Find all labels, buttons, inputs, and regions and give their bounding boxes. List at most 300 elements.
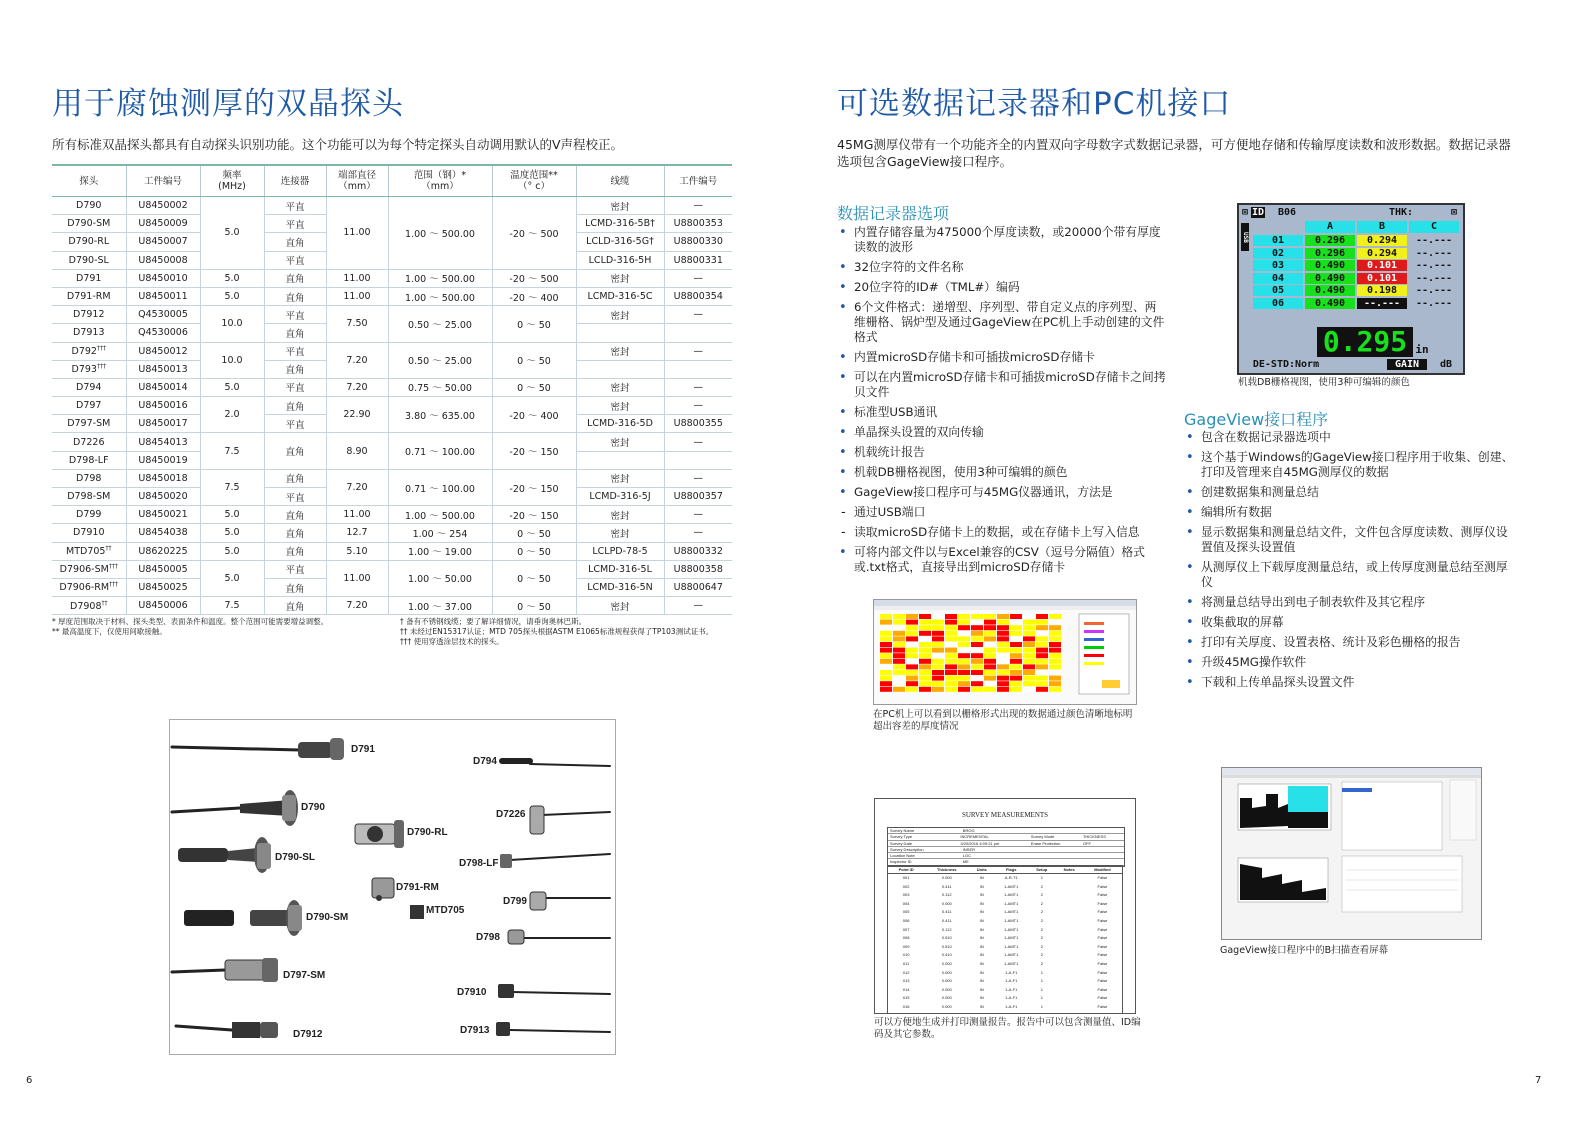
cell-probe: D7910 <box>52 524 126 542</box>
lcd-row-number: 06 <box>1253 298 1303 309</box>
grid-cell <box>893 676 905 681</box>
grid-cell <box>932 653 944 658</box>
footnote: ** 最高温度下，仅使用间歇接触。 <box>52 627 167 636</box>
grid-cell <box>958 681 970 686</box>
grid-cell <box>880 620 892 625</box>
cell-probe: D791 <box>52 269 126 287</box>
grid-cell <box>958 676 970 681</box>
grid-cell <box>880 659 892 664</box>
grid-cell <box>906 625 918 630</box>
table-row <box>52 560 732 578</box>
grid-cell <box>893 659 905 664</box>
grid-cell <box>997 676 1009 681</box>
lcd-cell-c: --.--- <box>1415 235 1453 246</box>
grid-cell <box>945 664 957 669</box>
grid-cell <box>893 642 905 647</box>
grid-cell <box>984 648 996 653</box>
grid-cell <box>1049 642 1061 647</box>
cell-range: 0.50 ～ 25.00 <box>388 342 492 378</box>
cell-range: 1.00 ～ 50.00 <box>388 560 492 596</box>
grid-cell <box>893 620 905 625</box>
lcd-cell-c: --.--- <box>1415 285 1453 296</box>
grid-cell <box>945 681 957 686</box>
cell-probe: D794 <box>52 378 126 396</box>
cell-dia: 11.00 <box>326 287 388 305</box>
grid-cell <box>984 659 996 664</box>
cell-cable: LCLPD-78-5 <box>576 542 664 560</box>
cell-cpart: U8800331 <box>664 251 732 269</box>
cell-probe: D798-SM <box>52 488 126 506</box>
cell-probe: D790-RL <box>52 233 126 251</box>
cell-cpart: U8800330 <box>664 233 732 251</box>
grid-cell <box>971 614 983 619</box>
lcd-cell-b: 0.198 <box>1357 285 1407 296</box>
grid-cell <box>906 681 918 686</box>
grid-cell <box>945 670 957 675</box>
grid-cell <box>997 636 1009 641</box>
cell-cable: LCMD-316-5B† <box>576 215 664 233</box>
grid-cell <box>1049 681 1061 686</box>
report-row: 003 0.112 IN 1-AMT1 2 False <box>902 892 1108 898</box>
grid-cell <box>919 631 931 636</box>
cell-part: U8450010 <box>126 269 200 287</box>
cell-cpart: U8800355 <box>664 415 732 433</box>
cell-probe: D790-SL <box>52 251 126 269</box>
grid-cell <box>984 681 996 686</box>
cell-probe: D7906-RM††† <box>52 578 126 596</box>
grid-cell <box>880 653 892 658</box>
cell-cpart <box>664 324 732 342</box>
report-meta-row: Survey Type INCREMENTAL Survey Mode THICKNESS <box>888 834 1124 840</box>
photo-label: D790-SL <box>275 852 316 863</box>
gageview-list <box>1184 430 1519 695</box>
cell-dia: 7.20 <box>326 342 388 378</box>
cell-cable: LCLD-316-5H <box>576 251 664 269</box>
cell-part: U8450005 <box>126 560 200 578</box>
cell-cpart <box>664 360 732 378</box>
probe-illustration <box>170 720 615 1054</box>
cell-conn: 直角 <box>264 506 326 524</box>
cell-part: U8450016 <box>126 397 200 415</box>
cell-dia: 7.20 <box>326 597 388 615</box>
grid-cell <box>906 636 918 641</box>
cell-part: U8450013 <box>126 360 200 378</box>
grid-cell <box>906 670 918 675</box>
photo-label: D7912 <box>293 1029 323 1040</box>
cell-probe: D7908†† <box>52 597 126 615</box>
probe-photo <box>169 719 616 1055</box>
cell-probe: D798-LF <box>52 451 126 469</box>
lcd-caption: 机载DB栅格视图，使用3种可编辑的颜色 <box>1238 377 1410 388</box>
table-row <box>52 378 732 396</box>
grid-cell <box>906 631 918 636</box>
table-row <box>52 197 732 215</box>
cell-dia: 11.00 <box>326 269 388 287</box>
grid-cell <box>1010 648 1022 653</box>
grid-cell <box>893 687 905 692</box>
cell-dia: 11.00 <box>326 506 388 524</box>
grid-cell <box>971 676 983 681</box>
report-meta-row: Survey Description INSER <box>888 847 1124 853</box>
lcd-cell-c: --.--- <box>1415 272 1453 284</box>
datalogger-item: • 32位字符的文件名称 <box>839 260 964 275</box>
grid-cell <box>1036 659 1048 664</box>
datalogger-item: • 20位字符的ID#（TML#）编码 <box>839 280 1020 295</box>
datalogger-item: • 单晶探头设置的双向传输 <box>839 425 984 440</box>
cell-range: 0.71 ～ 100.00 <box>388 433 492 469</box>
grid-cell <box>971 687 983 692</box>
cell-dia: 5.10 <box>326 542 388 560</box>
cell-cable: 密封 <box>576 524 664 542</box>
photo-label: D794 <box>473 756 497 767</box>
grid-cell <box>932 625 944 630</box>
cell-temp: -20 ～ 500 <box>492 269 576 287</box>
lcd-col-header: C <box>1409 221 1459 233</box>
grid-cell <box>1010 642 1022 647</box>
footnote: ††† 使用穿透涂层技术的探头。 <box>400 637 504 646</box>
grid-cell <box>932 687 944 692</box>
table-header-cell: 工件编号 <box>126 165 200 197</box>
table-row <box>52 506 732 524</box>
grid-cell <box>1049 653 1061 658</box>
gageview-item: • 下载和上传单晶探头设置文件 <box>1186 675 1355 690</box>
grid-cell <box>1049 659 1061 664</box>
cell-temp: -20 ～ 400 <box>492 397 576 433</box>
lcd-cell-b: 0.101 <box>1357 260 1407 271</box>
cell-conn: 直角 <box>264 233 326 251</box>
grid-cell <box>958 687 970 692</box>
table-header-cell: 频率 (MHz) <box>200 165 264 197</box>
cell-range: 1.00 ～ 500.00 <box>388 197 492 270</box>
cell-part: U8450025 <box>126 578 200 596</box>
grid-cell <box>880 676 892 681</box>
grid-cell <box>1036 681 1048 686</box>
table-row <box>52 306 732 324</box>
grid-cell <box>893 614 905 619</box>
cell-part: Q4530005 <box>126 306 200 324</box>
report-header: Notes <box>1056 866 1083 874</box>
grid-cell <box>932 642 944 647</box>
grid-cell <box>919 625 931 630</box>
cell-cable: 密封 <box>576 397 664 415</box>
grid-cell <box>1010 670 1022 675</box>
grid-cell <box>932 648 944 653</box>
footnote: †† 未经过EN15317认证；MTD 705探头根据ASTM E1065标准规程获得了TP103测试证书。 <box>400 627 714 636</box>
grid-cell <box>958 642 970 647</box>
grid-cell <box>1010 659 1022 664</box>
table-row <box>52 397 732 415</box>
lcd-id-label: ID <box>1251 207 1265 218</box>
gageview-item: • 编辑所有数据 <box>1186 505 1272 520</box>
lcd-cell-a: 0.296 <box>1305 235 1355 246</box>
grid-cell <box>880 642 892 647</box>
grid-cell <box>919 659 931 664</box>
lcd-cell-a: 0.490 <box>1305 298 1355 309</box>
cell-conn: 直角 <box>264 269 326 287</box>
photo-label: D791 <box>351 744 375 755</box>
grid-cell <box>1010 653 1022 658</box>
grid-cell <box>958 653 970 658</box>
grid-cell <box>984 687 996 692</box>
report-meta-row: Location Note LOC <box>888 853 1124 859</box>
report-row: 005 0.411 IN 1-AMT1 2 False <box>902 909 1108 915</box>
cell-freq: 7.5 <box>200 433 264 469</box>
cell-cpart: U8800647 <box>664 578 732 596</box>
datalogger-item: • 内置microSD存储卡和可插拔microSD存储卡 <box>839 350 1095 365</box>
report-row: 012 0.000 IN 1-A-F1 1 False <box>902 969 1108 975</box>
cell-cpart: U8800358 <box>664 560 732 578</box>
lcd-cell-a: 0.490 <box>1305 260 1355 271</box>
right-intro: 45MG测厚仪带有一个功能齐全的内置双向字母数字式数据记录器，可方便地存储和传输厚度读数和波形数据。数据记录器选项包含GageView接口程序。 <box>837 137 1511 169</box>
grid-cell <box>945 631 957 636</box>
cell-freq: 7.5 <box>200 469 264 505</box>
cell-dia: 7.20 <box>326 378 388 396</box>
grid-cell <box>919 620 931 625</box>
cell-cable: LCMD-316-5L <box>576 560 664 578</box>
grid-cell <box>893 625 905 630</box>
grid-cell <box>971 648 983 653</box>
grid-cell <box>919 614 931 619</box>
footnote: * 厚度范围取决于材料、探头类型、表面条件和温度。整个范围可能需要增益调整。 <box>52 617 329 626</box>
grid-cell <box>1049 636 1061 641</box>
grid-cell <box>971 642 983 647</box>
grid-cell <box>919 676 931 681</box>
bscan-image <box>1222 768 1481 939</box>
cell-range: 1.00 ～ 500.00 <box>388 269 492 287</box>
grid-cell <box>919 681 931 686</box>
grid-cell <box>1049 676 1061 681</box>
grid-cell <box>997 620 1009 625</box>
grid-cell <box>932 664 944 669</box>
cell-probe: D798 <box>52 469 126 487</box>
grid-cell <box>893 664 905 669</box>
grid-cell <box>997 664 1009 669</box>
lcd-cell-a: 0.296 <box>1305 248 1355 259</box>
cell-dia: 11.00 <box>326 197 388 270</box>
cell-cpart: — <box>664 433 732 451</box>
report-header: Flags <box>994 866 1028 874</box>
cell-probe: D797-SM <box>52 415 126 433</box>
cell-cpart: U8800357 <box>664 488 732 506</box>
grid-caption: 在PC机上可以看到以栅格形式出现的数据通过颜色清晰地标明超出容差的厚度情况 <box>873 709 1133 732</box>
cell-cable: LCMD-316-5J <box>576 488 664 506</box>
cell-probe: D7906-SM††† <box>52 560 126 578</box>
grid-cell <box>997 653 1009 658</box>
grid-cell <box>971 659 983 664</box>
cell-conn: 平直 <box>264 415 326 433</box>
photo-label: D790 <box>301 802 325 813</box>
grid-cell <box>1023 687 1035 692</box>
cell-temp: -20 ～ 500 <box>492 197 576 270</box>
report-header: Units <box>969 866 994 874</box>
grid-cell <box>1049 664 1061 669</box>
lcd-row-number: 04 <box>1253 273 1303 284</box>
grid-cell <box>1023 664 1035 669</box>
lcd-cell-c: --.--- <box>1415 260 1453 271</box>
cell-part: U8450021 <box>126 506 200 524</box>
grid-cell <box>1023 648 1035 653</box>
grid-cell <box>919 648 931 653</box>
lcd-cell-c: --.--- <box>1415 297 1453 309</box>
cell-cpart <box>664 451 732 469</box>
report-row: 004 0.000 IN 1-AMT1 2 False <box>902 900 1108 906</box>
lcd-gain: GAIN <box>1387 359 1427 370</box>
grid-cell <box>880 681 892 686</box>
grid-cell <box>945 648 957 653</box>
report-row: 010 0.410 IN 1-AMT1 2 False <box>902 952 1108 958</box>
cell-cable: 密封 <box>576 597 664 615</box>
lcd-cell-a: 0.490 <box>1305 273 1355 284</box>
report-row: 011 0.000 IN 1-AMT1 2 False <box>902 960 1108 966</box>
table-row <box>52 542 732 560</box>
gageview-grid-screenshot <box>873 599 1137 705</box>
grid-cell <box>1010 614 1022 619</box>
cell-freq: 2.0 <box>200 397 264 433</box>
cell-cpart: — <box>664 524 732 542</box>
grid-cell <box>984 614 996 619</box>
lcd-row-number: 03 <box>1253 260 1303 271</box>
grid-cell <box>984 653 996 658</box>
grid-cell <box>1036 653 1048 658</box>
table-header-cell: 端部直径 （mm） <box>326 165 388 197</box>
grid-cell <box>997 614 1009 619</box>
grid-cell <box>971 631 983 636</box>
cell-part: U8450020 <box>126 488 200 506</box>
cell-cable: 密封 <box>576 433 664 451</box>
cell-range: 0.75 ～ 50.00 <box>388 378 492 396</box>
lcd-cell-c: --.--- <box>1415 247 1453 259</box>
footnotes-left <box>52 617 392 637</box>
cell-range: 1.00 ～ 254 <box>388 524 492 542</box>
grid-cell <box>1023 620 1035 625</box>
cell-freq: 5.0 <box>200 542 264 560</box>
grid-cell <box>1049 687 1061 692</box>
cell-temp: -20 ～ 400 <box>492 287 576 305</box>
cell-part: U8450017 <box>126 415 200 433</box>
cell-freq: 5.0 <box>200 506 264 524</box>
cell-conn: 直角 <box>264 524 326 542</box>
cell-conn: 平直 <box>264 342 326 360</box>
cell-probe: D7226 <box>52 433 126 451</box>
photo-label: D7910 <box>457 987 487 998</box>
report-meta-row: Inspector ID ME <box>888 859 1124 865</box>
grid-cell <box>893 636 905 641</box>
cell-temp: 0 ～ 50 <box>492 342 576 378</box>
cell-cpart: U8800332 <box>664 542 732 560</box>
grid-cell <box>880 636 892 641</box>
grid-cell <box>1036 648 1048 653</box>
grid-cell <box>919 636 931 641</box>
grid-cell <box>1023 681 1035 686</box>
report-header: Setup <box>1028 866 1055 874</box>
cell-part: U8450008 <box>126 251 200 269</box>
cell-cpart: — <box>664 269 732 287</box>
datalogger-heading: 数据记录器选项 <box>837 204 950 223</box>
grid-cell <box>984 631 996 636</box>
grid-cell <box>893 653 905 658</box>
cell-dia: 7.50 <box>326 306 388 342</box>
grid-cell <box>984 664 996 669</box>
table-row <box>52 469 732 487</box>
lcd-row-number: 05 <box>1253 285 1303 296</box>
grid-cell <box>1023 659 1035 664</box>
cell-conn: 平直 <box>264 378 326 396</box>
cell-dia: 22.90 <box>326 397 388 433</box>
cell-cpart: — <box>664 597 732 615</box>
table-row <box>52 524 732 542</box>
grid-cell <box>932 681 944 686</box>
report-row: 002 0.411 IN 1-AMT1 2 False <box>902 883 1108 889</box>
cell-cable: 密封 <box>576 306 664 324</box>
grid-cell <box>1010 620 1022 625</box>
cell-freq: 5.0 <box>200 287 264 305</box>
report-row: 014 0.000 IN 1-A-F1 1 False <box>902 986 1108 992</box>
grid-cell <box>1036 625 1048 630</box>
grid-cell <box>945 614 957 619</box>
cell-cable: 密封 <box>576 378 664 396</box>
grid-cell <box>945 659 957 664</box>
lcd-cell-a: 0.490 <box>1305 285 1355 296</box>
grid-cell <box>932 631 944 636</box>
cell-range: 1.00 ～ 500.00 <box>388 287 492 305</box>
grid-cell <box>958 648 970 653</box>
cell-part: U8454013 <box>126 433 200 451</box>
table-row <box>52 287 732 305</box>
grid-cell <box>906 620 918 625</box>
cell-conn: 直角 <box>264 433 326 469</box>
cell-range: 3.80 ～ 635.00 <box>388 397 492 433</box>
grid-cell <box>932 636 944 641</box>
cell-range: 0.71 ～ 100.00 <box>388 469 492 505</box>
photo-label: D7226 <box>496 809 526 820</box>
grid-cell <box>1010 636 1022 641</box>
report-header: Thickness <box>924 866 969 874</box>
grid-cell <box>1023 653 1035 658</box>
grid-cell <box>984 625 996 630</box>
table-row <box>52 342 732 360</box>
lcd-cell-b: --.--- <box>1357 298 1407 309</box>
left-intro: 所有标准双晶探头都具有自动探头识别功能。这个功能可以为每个特定探头自动调用默认的V声程校正。 <box>52 137 624 152</box>
cell-dia: 7.20 <box>326 469 388 505</box>
grid-cell <box>945 687 957 692</box>
cell-cpart: U8800353 <box>664 215 732 233</box>
cell-part: U8454038 <box>126 524 200 542</box>
cell-temp: 0 ～ 50 <box>492 306 576 342</box>
cell-conn: 直角 <box>264 578 326 596</box>
grid-cell <box>906 653 918 658</box>
left-page-title: 用于腐蚀测厚的双晶探头 <box>52 86 404 122</box>
grid-cell <box>958 664 970 669</box>
grid-cell <box>893 670 905 675</box>
grid-cell <box>1023 631 1035 636</box>
cell-freq: 5.0 <box>200 269 264 287</box>
report-row <box>888 1012 1123 1015</box>
grid-cell <box>1049 631 1061 636</box>
grid-cell <box>932 670 944 675</box>
cell-cpart: — <box>664 397 732 415</box>
cell-temp: 0 ～ 50 <box>492 597 576 615</box>
footnotes-right <box>400 617 735 647</box>
lcd-mode: DE-STD:Norm <box>1252 359 1320 370</box>
gageview-item: • 显示数据集和测量总结文件，文件包含厚度读数、测厚仪设置值及探头设置值 <box>1186 525 1508 554</box>
cell-part: U8450014 <box>126 378 200 396</box>
photo-label: D790-RL <box>407 827 448 838</box>
cell-freq: 10.0 <box>200 342 264 378</box>
table-header-cell: 连接器 <box>264 165 326 197</box>
cell-cable: 密封 <box>576 506 664 524</box>
grid-cell <box>945 620 957 625</box>
cell-cable: LCMD-316-5N <box>576 578 664 596</box>
